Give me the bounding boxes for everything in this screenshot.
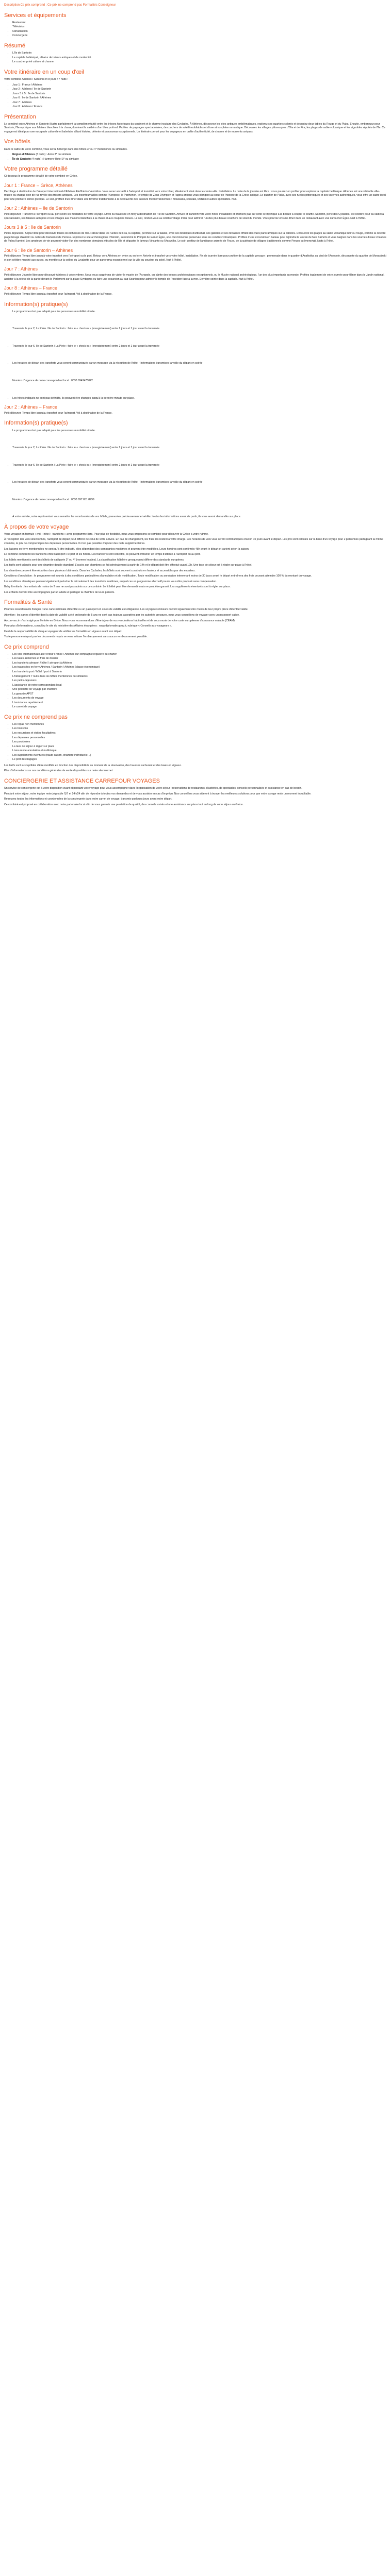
paragraph: Les chambres peuvent être réparties dans plusieurs bâtiments. Dans les Cyclades, les hôtels sont souvent construits en hauteur et accessibles par des escaliers. xyxy=(4,569,196,572)
day-title: Jours 3 à 5 : île de Santorin xyxy=(4,225,61,230)
ne-comprend-list xyxy=(4,723,387,762)
conciergerie-title: CONCIERGERIE ET ASSISTANCE CARREFOUR VOYAGES xyxy=(4,777,160,784)
day-text: Petit-déjeuner. Temps libre jusqu'au transfert pour l'aéroport. Vol à destination de la France. xyxy=(4,411,112,415)
paragraph: Pour les ressortissants français : une carte nationale d'identité ou un passeport en cours de validité est obligatoire. Les voyageurs mineurs doivent également être munis de leur propre pièce d'identité valide. xyxy=(4,608,249,612)
list-item: • Les transferts port / hôtel / port à Santorin xyxy=(12,670,387,674)
paragraph: Toute personne n'ayant pas les documents requis se verra refuser l'embarquement sans aucun remboursement possible. xyxy=(4,635,148,639)
list-item: • Jour 2 : Athènes / île de Santorin xyxy=(12,88,387,92)
paragraph: Les tarifs sont calculés pour une chambre double standard. L'accès aux chambres se fait généralement à partir de 14h et le départ doit être effectué avant 12h. Une taxe de séjour est à régler sur place à l'hôtel. xyxy=(4,564,252,567)
list-item: • Les pourboires xyxy=(12,740,387,744)
paragraph: Les conditions climatiques peuvent également perturber le déroulement des transferts maritimes, auquel cas un programme alternatif pourra vous être proposé sans compensation. xyxy=(4,580,217,583)
paragraph: Retrouvez toutes les informations et coordonnées de la conciergerie dans votre carnet de voyage, transmis quelques jours avant votre départ. xyxy=(4,798,172,801)
hotels-intro: Dans le cadre de votre combiné, vous serez hébergé dans des hôtels 3* ou 4* mentionnés ou similaires. xyxy=(4,147,128,151)
paragraph: Les hôtels mentionnés sont des hôtels de catégorie 3* ou 4* (normes locales). La classification hôtelière grecque peut différer des standards européens. xyxy=(4,558,185,562)
hotel-detail: (4 nuits) : Harmony Hotel 3* ou similaire xyxy=(30,157,79,161)
list-item: • Les horaires de départ des transferts vous seront communiqués par un message via la réception de l'hôtel - Informations transmises la veille du départ en soirée xyxy=(12,481,387,485)
list-item: • Conciergerie xyxy=(12,34,387,38)
day-title: Jour 1 : France – Grèce, Athènes xyxy=(4,182,73,188)
formalites-title: Formalités & Santé xyxy=(4,599,53,606)
list-item xyxy=(12,158,387,162)
info-title: Information(s) pratique(s) xyxy=(4,301,68,308)
list-item: • Traversée le jour 6, île de Santorin / La Pirée : faire le « check-in » (enregistrement) entre 2 jours et 1 jour avant la traversée xyxy=(12,464,387,468)
list-item: • La taxe de séjour à régler sur place xyxy=(12,745,387,749)
paragraph: À l'exception des vols sélectionnés, l'aéroport de départ peut différer de celui de votre arrivée. En cas de changement, les frais liés restent à votre charge. Les horaires de vols vous seront communiqués environ 10 jours avant le départ. Les prix sont calculés sur la base d'un voyage pour 2 personnes partageant la même chambre, le prix ne comprend pas les dépenses personnelles. Il n'est pas possible d'ajouter des nuits supplémentaires. xyxy=(4,538,383,545)
paragraph: Baby & enfants : les enfants de moins de 2 ans ne sont pas admis sur ce combiné. Le lit bébé peut être demandé mais ne peut être garanti. Les suppléments éventuels sont à régler sur place. xyxy=(4,585,231,589)
paragraph: Aucun vaccin n'est exigé pour l'entrée en Grèce. Nous vous recommandons d'être à jour de vos vaccinations habituelles et de vous munir de votre carte européenne d'assurance maladie (CEAM). xyxy=(4,619,236,622)
info-title: Information(s) pratique(s) xyxy=(4,420,68,427)
list-item: • Les dépenses personnelles xyxy=(12,736,387,740)
ne-comprend-title: Ce prix ne comprend pas xyxy=(4,714,68,720)
day-text: Petit-déjeuner. Temps libre jusqu'au transfert pour l'aéroport. Vol à destination de la France. xyxy=(4,293,112,296)
day-title: Jour 7 : Athènes xyxy=(4,266,38,272)
list-item: • Télévision xyxy=(12,25,387,29)
list-item: • Jours 3 à 5 : île de Santorin xyxy=(12,92,387,96)
services-list xyxy=(4,21,387,38)
day-text: Petit-déjeuner. Temps libre jusqu'à votre transfert vers l'aéroport ou le port. Retour vers Athènes en avion ou en ferry. Arrivée et transfert vers votre hôtel. Installation. Fin de journée libre pour profiter de la capitale grecque : promenade dans le quartier d'Anafiotika au pied de l'Acropole, découverte du quartier de Monastiraki et son célèbre marché aux puces, ou montée sur la colline du Lycabette pour un panorama exceptionnel sur la ville au coucher du soleil. Nuit à l'hôtel. xyxy=(4,255,386,262)
info-list xyxy=(4,310,387,400)
hotel-detail: (3 nuits) : Arion 3* ou similaire xyxy=(35,153,72,157)
list-item: • Le programme n'est pas adapté pour les personnes à mobilité réduite. xyxy=(12,310,387,314)
list-item: • Le coucher privé culture et charme xyxy=(12,60,387,64)
tab-line[interactable]: Description Ce prix comprend : Ce prix ne comprend pas Formalités Conseigneur xyxy=(4,4,116,7)
paragraph: Pour plus d'informations, consultez le site du ministère des Affaires étrangères : www.diplomatie.gouv.fr, rubrique « Conseils aux voyageurs ». xyxy=(4,624,172,628)
paragraph: Attention : les cartes d'identité dont la date de validité a été prolongée de 5 ans ne sont pas toujours acceptées par les autorités grecques, nous vous conseillons de voyager avec un passeport valide. xyxy=(4,614,240,617)
list-item: • L'île de Santorin xyxy=(12,52,387,56)
list-item: • L'assistance de notre correspondant local xyxy=(12,684,387,688)
page xyxy=(0,0,391,814)
paragraph: Les liaisons en ferry mentionnées ne sont qu'à titre indicatif, elles dépendent des compagnies maritimes et peuvent être modifiées. Leurs horaires sont confirmés 48h avant le départ et varient selon la saison. xyxy=(4,547,250,551)
paragraph: Le combiné comprend les transferts entre l'aéroport / le port et les hôtels. Les transferts sont collectifs, ils peuvent entraîner un temps d'attente à l'aéroport ou au port. xyxy=(4,553,201,556)
day-text: Petit-déjeuner. Journée libre pour découvrir Athènes à votre rythme. Nous vous suggérons de visiter le musée de l'Acropole, qui abrite des trésors archéologiques exceptionnels, ou le Musée national archéologique, l'un des plus importants au monde. Profitez également de votre journée pour flâner dans le Jardin national, assister à la relève de la garde devant le Parlement sur la place Syntagma ou faire une excursion au cap Sounion pour admirer le temple de Poséidon face à la mer. Dernière soirée dans la capitale. Nuit à l'hôtel. xyxy=(4,274,385,281)
list-item: • Numéro d'urgence de notre correspondant local : 0030 6943470022 xyxy=(12,379,387,383)
list-item: • Restaurant xyxy=(12,21,387,25)
paragraph: Plus d'informations sur nos conditions générales de vente disponibles sur notre site internet. xyxy=(4,769,113,773)
paragraph: Les tarifs sont susceptibles d'être modifiés en fonction des disponibilités au moment de la réservation, des hausses carburant et des taxes en vigueur. xyxy=(4,764,182,767)
list-item xyxy=(12,153,387,157)
itinerary-intro: Votre combiné Athènes / Santorin en 8 jours / 7 nuits : xyxy=(4,77,68,81)
paragraph: Conditions d'annulation : le programme est soumis à des conditions particulières d'annulation et de modification. Toute modification ou annulation intervenant moins de 30 jours avant le départ entraînera des frais pouvant atteindre 100 % du montant du voyage. xyxy=(4,574,312,578)
list-item: • Jour 7 : Athènes xyxy=(12,101,387,105)
list-item: • L'hébergement 7 nuits dans les hôtels mentionnés ou similaires xyxy=(12,675,387,679)
day-text: Décollage à destination de l'aéroport international d'Athènes Elefthérios Venizélos. Vous serez accueilli à l'aéroport et transféré vers votre hôtel, idéalement situé dans le centre-ville. Installation. Le reste de la journée est libre : vous pourrez en profiter pour explorer la capitale hellénique. Athènes est une véritable ville-musée où chaque coin de rue révèle des trésors antiques. Les incontournables comme l'Acropole, le Parthénon, le temple de Zeus Olympien et l'agora antique vous plongent au cœur de l'histoire de la Grèce antique. Le quartier de Plaka, avec ses ruelles pittoresques et ses tavernes authentiques, vous offre un cadre idéal pour une première soirée grecque. Le soir, profitez d'un dîner dans une taverne traditionnelle à la découverte des saveurs méditerranéennes : moussaka, souvlaki, tzatziki et autres spécialités. Nuit. xyxy=(4,190,386,201)
services-title: Services et équipements xyxy=(4,12,67,19)
hotel-region: Région d'Athènes xyxy=(12,153,35,157)
list-item: • Traversée le jour 6, île de Santorin / La Pirée : faire le « check-in » (enregistrement) entre 2 jours et 1 jour avant la traversée xyxy=(12,345,387,349)
list-item: • Jour 1 : France / Athènes xyxy=(12,83,387,88)
resume-title: Résumé xyxy=(4,43,25,49)
list-item: • Les taxes aériennes et frais de dossier xyxy=(12,657,387,661)
day-title: Jour 2 : Athènes – France xyxy=(4,404,58,410)
list-item: • À votre arrivée, notre représentant vous remettra les coordonnées de vos hôtels, prenez-les précieusement et vérifiez toutes les informations avant de partir, ils vous seront demandés sur place. xyxy=(12,515,387,519)
list-item: • Les boissons xyxy=(12,727,387,731)
itinerary-list xyxy=(4,83,387,109)
paragraph: Il est de la responsabilité de chaque voyageur de vérifier les formalités en vigueur avant son départ. xyxy=(4,630,122,633)
paragraph: Ce combiné est proposé en collaboration avec notre partenaire local afin de vous garantir une prestation de qualité, des conseils avisés et une assistance sur place tout au long de votre séjour en Grèce. xyxy=(4,803,243,806)
list-item: • Le carnet de voyage xyxy=(12,705,387,709)
comprend-list xyxy=(4,653,387,709)
presentation-title: Présentation xyxy=(4,113,36,120)
list-item: • Jour 8 : Athènes / France xyxy=(12,105,387,109)
hotels-list xyxy=(4,153,387,161)
list-item: • L'assurance annulation et multirisque xyxy=(12,749,387,753)
list-item: • Les traversées en ferry Athènes / Santorin / Athènes (classe économique) xyxy=(12,666,387,670)
itinerary-title: Votre itinéraire en un coup d'œil xyxy=(4,69,84,75)
paragraph: Vous voyagez en formule « vol + hôtel + transferts » avec programme libre. Pour plus de flexibilité, nous vous proposons ce combiné pour découvrir la Grèce à votre rythme. xyxy=(4,532,209,536)
paragraph: Pendant votre séjour, notre équipe reste joignable 7j/7 et 24h/24 afin de répondre à toutes vos demandes et de vous assister en cas d'imprévu. Nos conseillers vous aideront à trouver les meilleures solutions pour que votre voyage reste un moment inoubliable. xyxy=(4,792,312,795)
info-list xyxy=(4,429,387,519)
programme-intro: Ci-dessous le programme détaillé de votre combiné en Grèce. xyxy=(4,175,78,178)
list-item: • Le port des bagages xyxy=(12,758,387,762)
day-text: Petits-déjeuners. Séjour libre pour découvrir toutes les richesses de l'île. Flânez dans les ruelles de Fira, la capitale, perchée sur la falaise, avec ses boutiques d'artisanat, ses galeries et ses terrasses offrant des vues panoramiques sur la caldeira. Découvrez les plages au sable volcanique noir ou rouge, comme la célèbre plage Rouge d'Akrotiri ou celles de Kamari et de Perissa. Explorez le site archéologique d'Akrotiri, surnommé la Pompéi de la mer Égée, une cité minoenne préservée sous les cendres volcaniques. Profitez d'une excursion en bateau pour rejoindre le volcan de Néa Kaméni et vous baigner dans les sources d'eaux chaudes de Palea Kaméni. Les amateurs de vin pourront visiter l'un des nombreux domaines viticoles de l'île et déguster le fameux Vinsanto ou l'Assyrtiko. Le soir, profitez de l'ambiance animée de Fira ou de la quiétude de villages traditionnels comme Pyrgos ou Imerovigli. Nuits à l'hôtel. xyxy=(4,232,386,243)
list-item: • Le capitale helléniqué, allivéur de trésors antiques et de modernité xyxy=(12,56,387,60)
paragraph: Les enfants doivent être accompagnés par un adulte et partager la chambre de leurs parents. xyxy=(4,590,115,594)
list-item: • Les repas non mentionnés xyxy=(12,723,387,727)
list-item: • Les hôtels indiqués ne sont pas définitifs, ils peuvent être changés jusqu'à la dernière minute sur place. xyxy=(12,397,387,401)
hotel-region: Île de Santorin xyxy=(12,157,31,161)
list-item: • Le programme n'est pas adapté pour les personnes à mobilité réduite. xyxy=(12,429,387,433)
list-item: • Les excursions et visites facultatives xyxy=(12,732,387,736)
list-item: • Les petits-déjeuners xyxy=(12,679,387,683)
list-item: • Les horaires de départ des transferts vous seront communiqués par un message via la réception de l'hôtel - Informations transmises la veille du départ en soirée xyxy=(12,362,387,366)
list-item: • Traversée le jour 2, La Pirée / île de Santorin : faire le « check-in » (enregistrement) entre 2 jours et 1 jour avant la traversée xyxy=(12,446,387,450)
day-title: Jour 6 : île de Santorin – Athènes xyxy=(4,247,73,253)
list-item: • La garantie APST xyxy=(12,692,387,697)
list-item: • Une pochette de voyage par chambre xyxy=(12,688,387,692)
propos-title: À propos de votre voyage xyxy=(4,523,69,530)
list-item: • Numéro d'urgence de notre correspondant local : 0030 697 651 8799 xyxy=(12,498,387,502)
comprend-title: Ce prix comprend xyxy=(4,643,49,650)
list-item: • Traversée le jour 2, La Pirée / île de Santorin : faire le « check-in » (enregistrement) entre 2 jours et 1 jour avant la traversée xyxy=(12,327,387,331)
list-item: • L'assistance rapatriement xyxy=(12,701,387,705)
list-item: • Les vols internationaux aller-retour France / Athènes sur compagnie régulière ou charter xyxy=(12,653,387,657)
day-title: Jour 2 : Athènes – île de Santorin xyxy=(4,206,73,211)
list-item: • Les transferts aéroport / hôtel / aéroport à Athènes xyxy=(12,662,387,666)
paragraph: Un service de conciergerie est à votre disposition avant et pendant votre voyage pour vous accompagner dans l'organisation de votre séjour : réservations de restaurants, d'activités, de spectacles, conseils personnalisés et assistance en cas de besoin. xyxy=(4,786,302,790)
programme-title: Votre programme détaillé xyxy=(4,166,68,173)
resume-list xyxy=(4,52,387,64)
hotels-title: Vos hôtels xyxy=(4,139,30,145)
list-item: • Climatisation xyxy=(12,30,387,34)
day-text: Petit-déjeuner. Transfert à l'aéroport ou au port selon les modalités de votre voyage. Envol ou traversée en ferry à destination de l'île de Santorin. Arrivée et transfert vers votre hôtel. Installation et premiers pas sur cette île mythique à la beauté à couper le souffle. Santorin, perle des Cyclades, est célèbre pour sa caldeira spectaculaire, ses falaises abruptes et ses villages aux maisons blanchies à la chaux et aux coupoles bleues. Le soir, rendez-vous au célèbre village d'Oia pour admirer l'un des plus beaux couchers de soleil du monde. Vous pourrez ensuite dîner dans un restaurant avec vue sur la mer Égée. Nuit à l'hôtel. xyxy=(4,213,384,220)
list-item: • Les documents de voyage xyxy=(12,697,387,701)
day-title: Jour 8 : Athènes – France xyxy=(4,285,58,291)
list-item: • Les suppléments éventuels (haute saison, chambre individuelle…) xyxy=(12,754,387,758)
presentation-text: Le combiné entre Athènes et Santorin illustre parfaitement la complémentarité entre les trésors historiques du continent et le charme insulaire des Cyclades. À Athènes, découvrez les sites antiques emblématiques, explorez ses quartiers colorés et dégustez deux tables du Rouge et du Plaka. Ensuite, embarquez pour Santorin, l'île mythique aux falaises blanchies à la chaux, dominant la caldeira d'un bleu profond. Profitez de paysages spectaculaires, de couchers de soleil inoubliables et d'une atmosphère romantique. Découvrez les villages pittoresques d'Oia et de Fira, les plages de sable volcanique et les vignobles réputés de l'île. Ce voyage est idéal pour une escapade culturelle et balnéaire alliant histoire, détente et panoramas exceptionnels. Un itinéraire pensé pour les voyageurs en quête d'authenticité, de charme et de moments uniques. xyxy=(4,122,385,133)
list-item: • Jour 6 : île de Santorin / Athènes xyxy=(12,96,387,100)
